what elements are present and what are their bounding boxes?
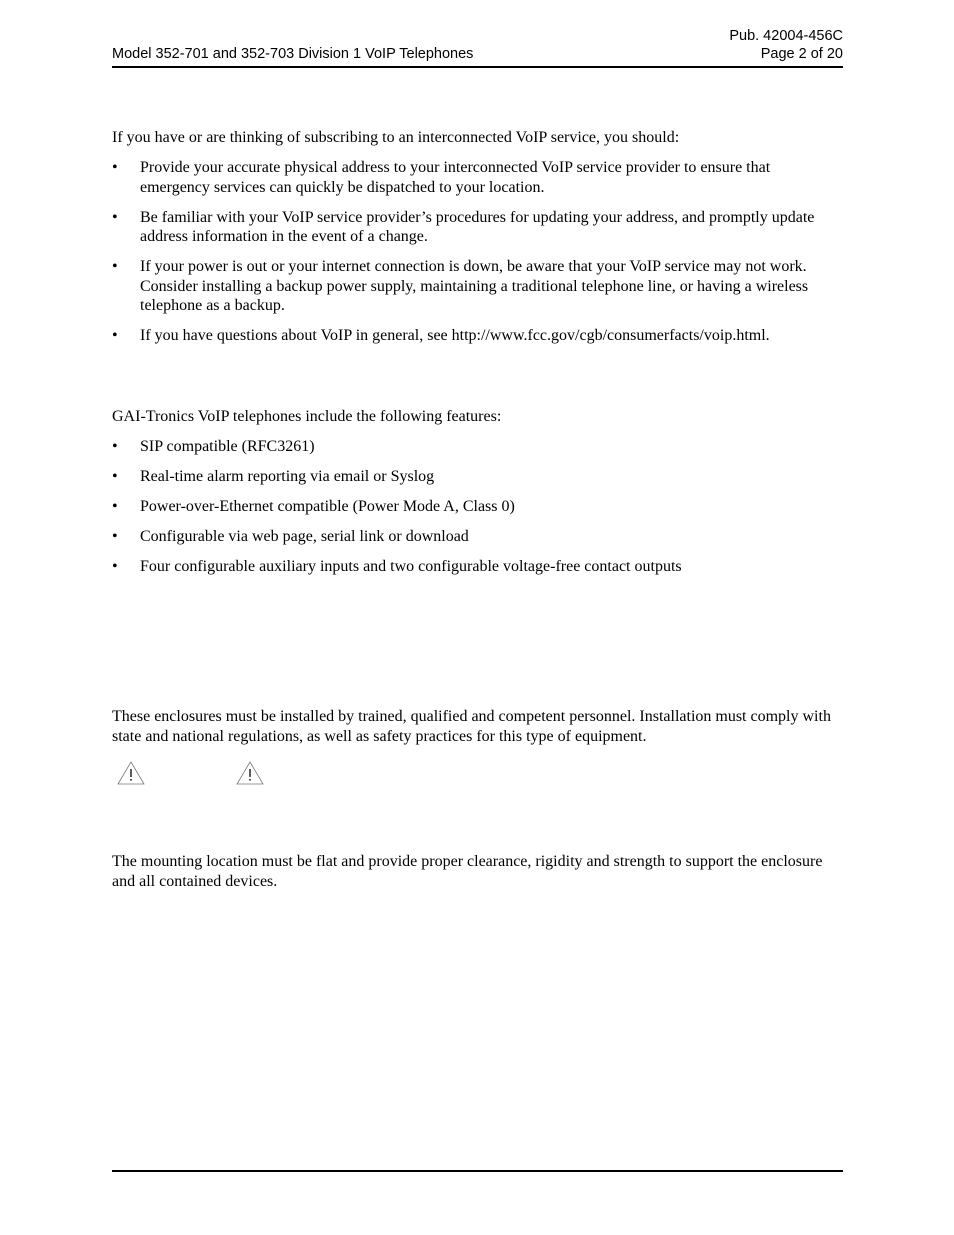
list-item: • Be familiar with your VoIP service provider’s procedures for updating your address, and promptly update address information in the event of a change. xyxy=(112,208,815,245)
warning-triangle-icon xyxy=(236,761,264,785)
bullet-glyph: • xyxy=(112,438,118,455)
mounting-section xyxy=(112,852,837,891)
bullet-glyph: • xyxy=(112,528,118,545)
list-item: • Real-time alarm reporting via email or Syslog xyxy=(112,468,435,485)
list-item: • Four configurable auxiliary inputs and two configurable voltage-free contact outputs xyxy=(112,558,682,575)
list-item: • Provide your accurate physical address to your interconnected VoIP service provider to ensure that emergency services can quickly be dispatched to your location. xyxy=(112,159,771,196)
voip-section xyxy=(112,128,837,356)
document-title: Model 352-701 and 352-703 Division 1 VoIP Telephones xyxy=(112,46,474,62)
installation-text: These enclosures must be installed by trained, qualified and competent personnel. Installation must comply with state and national regulations, as well as safety practices for this type of equipment. xyxy=(112,708,831,745)
voip-bullet-list xyxy=(112,158,837,346)
list-item: • Configurable via web page, serial link or download xyxy=(112,528,469,545)
installation-section xyxy=(112,707,837,746)
list-item: • Power-over-Ethernet compatible (Power Mode A, Class 0) xyxy=(112,498,515,515)
list-item: • SIP compatible (RFC3261) xyxy=(112,438,315,455)
footer-rule xyxy=(112,1170,843,1172)
list-item: • If you have questions about VoIP in general, see http://www.fcc.gov/cgb/consumerfacts/voip.html. xyxy=(112,327,770,344)
mounting-text: The mounting location must be flat and provide proper clearance, rigidity and strength to support the enclosure and all contained devices. xyxy=(112,853,823,890)
warning-triangle-icon xyxy=(117,761,145,785)
page-number: Page 2 of 20 xyxy=(760,46,843,62)
voip-intro: If you have or are thinking of subscribing to an interconnected VoIP service, you should: xyxy=(112,129,680,146)
list-item: • If your power is out or your internet connection is down, be aware that your VoIP service may not work. Consider installing a backup power supply, maintaining a traditional telephone line, or having a wireless telephone as a backup. xyxy=(112,258,809,314)
bullet-glyph: • xyxy=(112,208,118,226)
publication-number: Pub. 42004-456C xyxy=(729,28,843,44)
bullet-glyph: • xyxy=(112,159,118,176)
bullet-glyph: • xyxy=(112,498,118,515)
features-bullet-list xyxy=(112,437,837,577)
features-section xyxy=(112,407,837,587)
features-intro: GAI-Tronics VoIP telephones include the following features: xyxy=(112,408,502,425)
bullet-glyph: • xyxy=(112,468,118,485)
bullet-glyph: • xyxy=(112,327,118,344)
page-header xyxy=(112,28,843,68)
bullet-glyph: • xyxy=(112,258,118,275)
bullet-glyph: • xyxy=(112,558,118,575)
